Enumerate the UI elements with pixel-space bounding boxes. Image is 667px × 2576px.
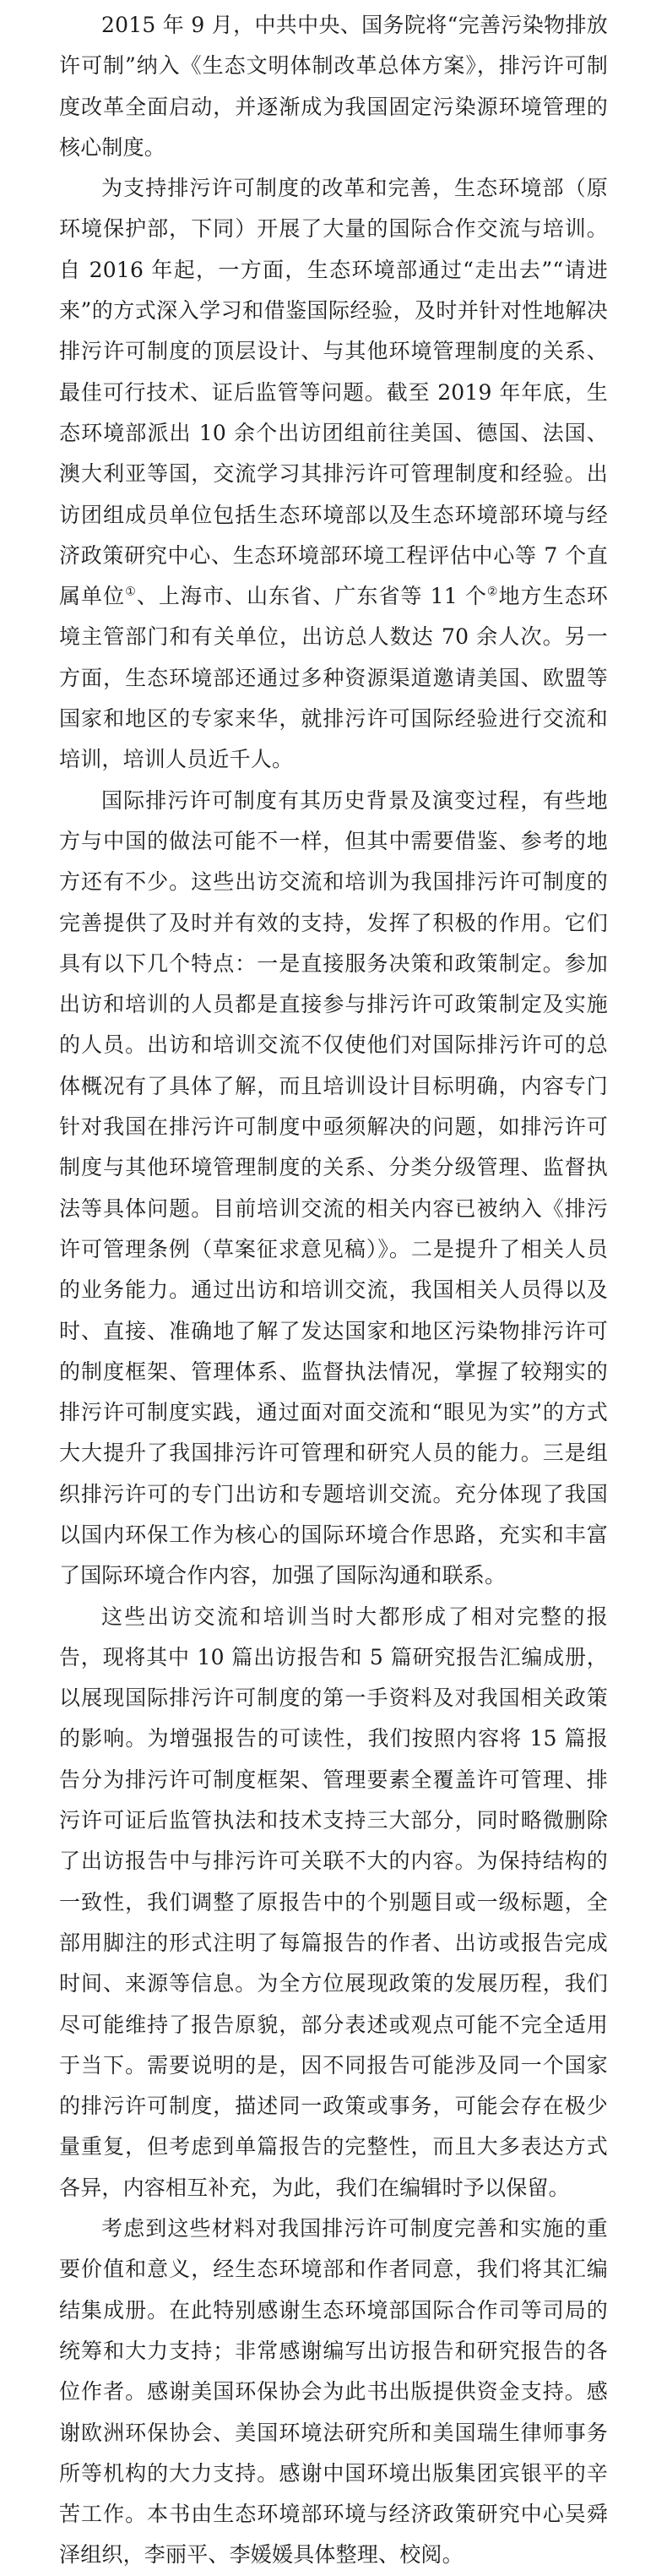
paragraph-compilation-notes: 这些出访交流和培训当时大都形成了相对完整的报告，现将其中 10 篇出访报告和 5 篇研究报告汇编成册，以展现国际排污许可制度的第一手资料及对我国相关政策的影响。为增强报告的可读性，我们按照内容将 15 篇报告分为排污许可制度框架、管理要素全覆盖许可管理、排污许可证后监管执法和技术支持三大部分，同时略微删除了出访报告中与排污许可关联不大的内容。为保持结构的一致性，我们调整了原报告中的个别题目或一级标题，全部用脚注的形式注明了每篇报告的作者、出访或报告完成时间、来源等信息。为全方位展现政策的发展历程，我们尽可能维持了报告原貌，部分表述或观点可能不完全适用于当下。需要说明的是，因不同报告可能涉及同一个国家的排污许可制度，描述同一政策或事务，可能会存在极少量重复，但考虑到单篇报告的完整性，而且大多表达方式各异，内容相互补充，为此，我们在编辑时予以保留。 xyxy=(59,1604,608,2200)
paragraph-text-part: 为支持排污许可制度的改革和完善，生态环境部（原环境保护部，下同）开展了大量的国际合作交流与培训。自 2016 年起，一方面，生态环境部通过“走出去”“请进来”的方式深入学习和借鉴国际经验，及时并针对性地解决排污许可制度的顶层设计、与其他环境管理制度的关系、最佳可行技术、证后监管等问题。截至 2019 年年底，生态环境部派出 10 余个出访团组前往美国、德国、法国、澳大利亚等国，交流学习其排污许可管理制度和经验。出访团组成员单位包括生态环境部以及生态环境部环境与经济政策研究中心、生态环境部环境工程评估中心等 7 个直属单位 xyxy=(59,176,608,609)
paragraph-acknowledgements: 考虑到这些材料对我国排污许可制度完善和实施的重要价值和意义，经生态环境部和作者同意，我们将其汇编结集成册。在此特别感谢生态环境部国际合作司等司局的统筹和大力支持；非常感谢编写出访报告和研究报告的各位作者。感谢美国环保协会为此书出版提供资金支持。感谢欧洲环保协会、美国环境法研究所和美国瑞生律师事务所等机构的大力支持。感谢中国环境出版集团宾银平的辛苦工作。本书由生态环境部环境与经济政策研究中心吴舜泽组织，李丽平、李媛媛具体整理、校阅。 xyxy=(59,2216,608,2568)
footnote-marker-2[interactable]: ② xyxy=(486,585,499,599)
paragraph-international-cooperation xyxy=(59,168,608,780)
paragraph-reform-background: 2015 年 9 月，中共中央、国务院将“完善污染物排放许可制”纳入《生态文明体制改革总体方案》，排污许可制度改革全面启动，并逐渐成为我国固定污染源环境管理的核心制度。 xyxy=(59,13,608,160)
paragraph-text-part: 、上海市、山东省、广东省等 11 个 xyxy=(136,584,487,609)
paragraph-characteristics: 国际排污许可制度有其历史背景及演变过程，有些地方与中国的做法可能不一样，但其中需要借鉴、参考的地方还有不少。这些出访交流和培训为我国排污许可制度的完善提供了及时并有效的支持，发挥了积极的作用。它们具有以下几个特点：一是直接服务决策和政策制定。参加出访和培训的人员都是直接参与排污许可政策制定及实施的人员。出访和培训交流不仅使他们对国际排污许可的总体概况有了具体了解，而且培训设计目标明确，内容专门针对我国在排污许可制度中亟须解决的问题，如排污许可制度与其他环境管理制度的关系、分类分级管理、监督执法等具体问题。目前培训交流的相关内容已被纳入《排污许可管理条例（草案征求意见稿）》。二是提升了相关人员的业务能力。通过出访和培训交流，我国相关人员得以及时、直接、准确地了解了发达国家和地区污染物排污许可的制度框架、管理体系、监督执法情况，掌握了较翔实的排污许可制度实践，通过面对面交流和“眼见为实”的方式大大提升了我国排污许可管理和研究人员的能力。三是组织排污许可的专门出访和专题培训交流。充分体现了我国以国内环保工作为核心的国际环境合作思路，充实和丰富了国际环境合作内容，加强了国际沟通和联系。 xyxy=(59,787,608,1588)
footnote-marker-1[interactable]: ① xyxy=(125,585,137,599)
paragraph-text-part: 地方生态环境主管部门和有关单位，出访总人数达 70 余人次。另一方面，生态环境部还通过多种资源渠道邀请美国、欧盟等国家和地区的专家来华，就排污许可国际经验进行交流和培训，培训人员近千人。 xyxy=(59,584,608,772)
